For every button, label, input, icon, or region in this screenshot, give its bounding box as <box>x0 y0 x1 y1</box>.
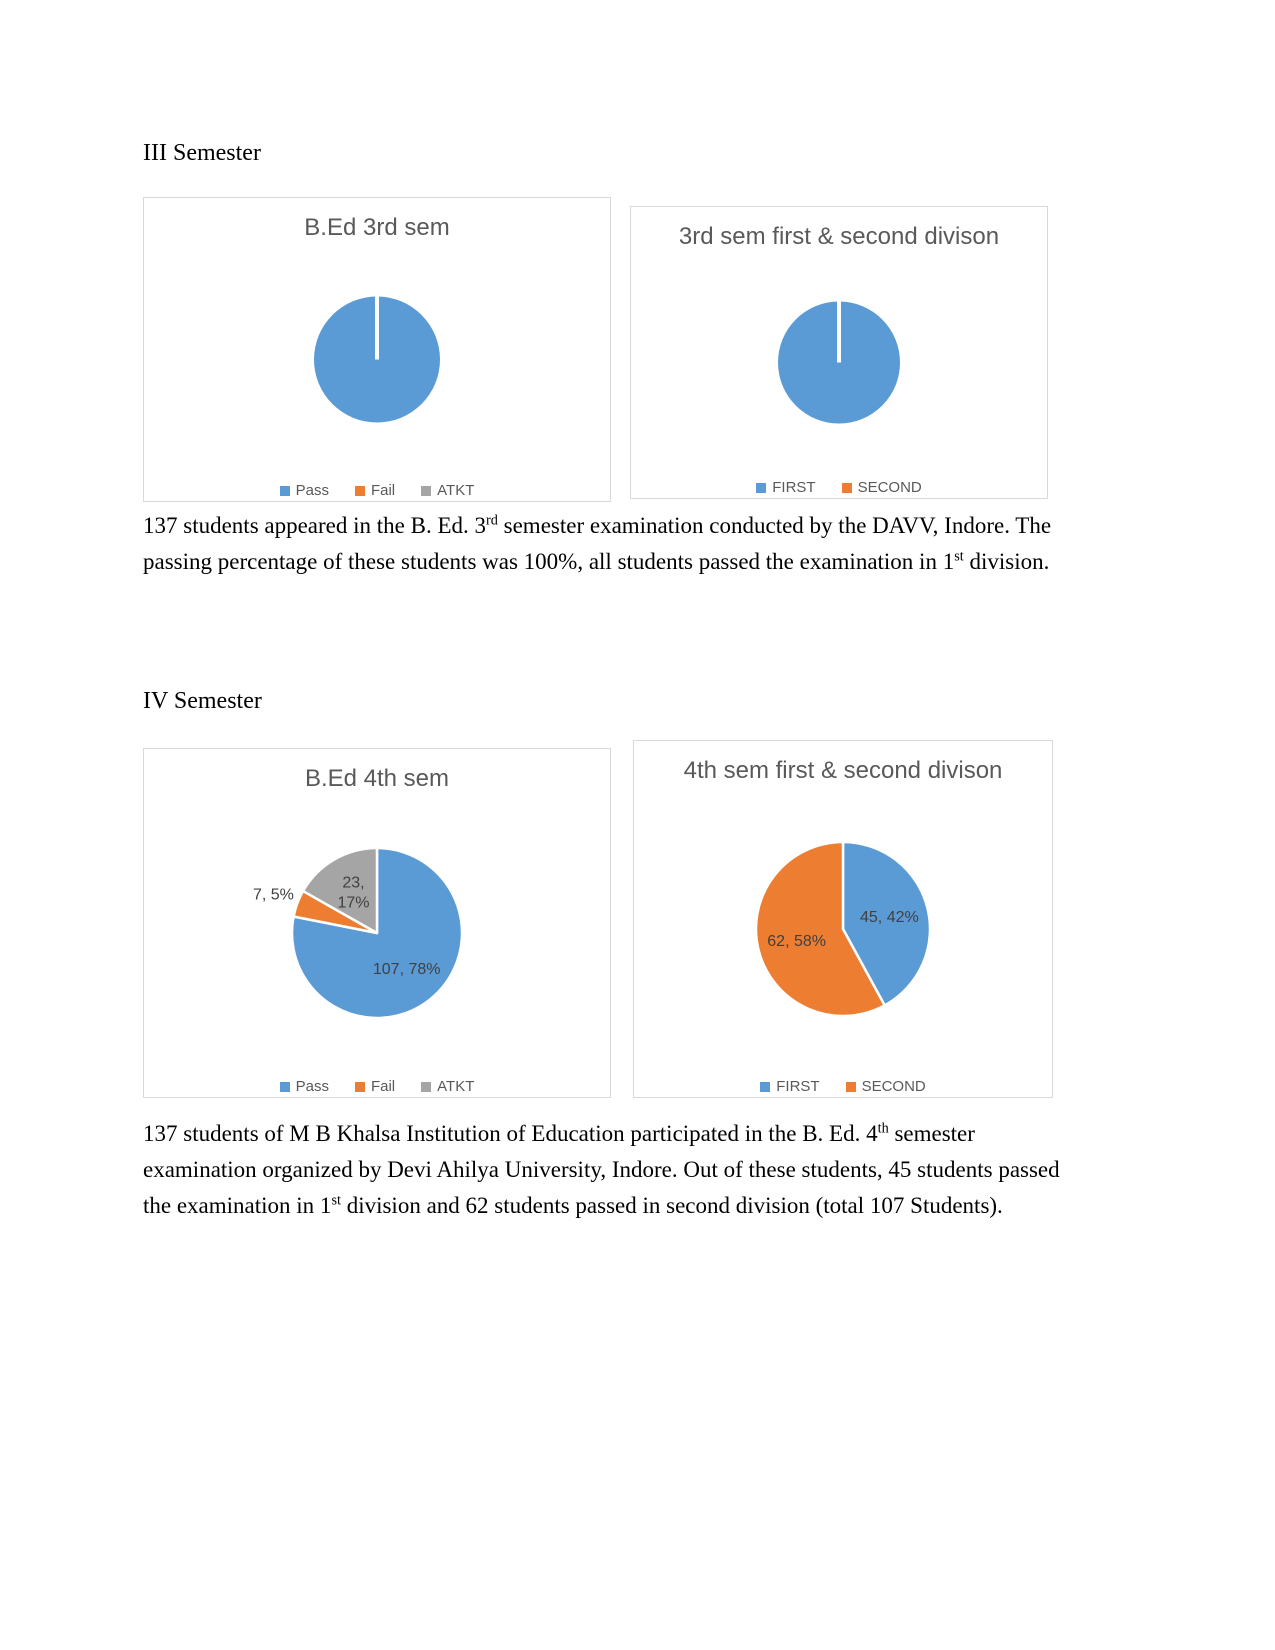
text-run: semester examination organized by Devi Ahilya University, Indore. Out of these students, 45 students passed the examination in 1 <box>143 1121 1060 1218</box>
ordinal-superscript: th <box>877 1120 889 1137</box>
paragraph-sem4-summary <box>143 1116 1063 1224</box>
legend-swatch <box>421 1082 431 1092</box>
legend-item-fail <box>355 1078 395 1095</box>
pie-plot-area <box>144 793 610 1078</box>
legend-item-second <box>846 1078 926 1095</box>
chart-bed-3rd-sem <box>143 197 611 502</box>
pie-graphic <box>144 793 610 1073</box>
chart-3rd-sem-divisions <box>630 206 1048 499</box>
legend-swatch <box>355 1082 365 1092</box>
chart-title: B.Ed 3rd sem <box>304 214 450 241</box>
legend-swatch <box>421 486 431 496</box>
pie-graphic <box>634 785 1052 1073</box>
text-run: division. <box>963 549 1050 574</box>
legend-label: FIRST <box>776 1078 820 1095</box>
legend-swatch <box>280 486 290 496</box>
text-run: 137 students of M B Khalsa Institution of Education participated in the B. Ed. 4 <box>143 1121 878 1146</box>
pie-plot-area <box>634 785 1052 1078</box>
legend-label: SECOND <box>861 1078 926 1095</box>
data-label: 62, 58% <box>767 932 826 950</box>
pie-plot-area <box>631 251 1047 479</box>
legend-label: Pass <box>295 1078 329 1095</box>
legend-swatch <box>842 483 852 493</box>
legend-swatch <box>280 1082 290 1092</box>
section-heading-iv-semester: IV Semester <box>143 688 262 714</box>
ordinal-superscript: st <box>331 1192 341 1209</box>
chart-title: 4th sem first & second divison <box>683 757 1003 784</box>
legend-label: Fail <box>370 482 396 499</box>
text-run: division and 62 students passed in second division (total 107 Students). <box>340 1193 1003 1218</box>
legend-item-atkt <box>421 1078 474 1095</box>
chart-title: B.Ed 4th sem <box>304 765 450 792</box>
legend-label: FIRST <box>772 479 816 496</box>
pie-graphic <box>144 242 610 477</box>
data-label: 107, 78% <box>372 961 441 979</box>
data-label: 7, 5% <box>252 886 294 904</box>
legend-swatch <box>756 483 766 493</box>
legend-item-pass <box>280 1078 329 1095</box>
legend-item-second <box>842 479 922 496</box>
legend-item-first <box>760 1078 819 1095</box>
chart-legend <box>634 1078 1052 1119</box>
legend-swatch <box>846 1082 856 1092</box>
legend-item-pass <box>280 482 329 499</box>
pie-graphic <box>631 251 1047 474</box>
data-label: 23, 17% <box>337 874 370 912</box>
legend-label: SECOND <box>857 479 922 496</box>
legend-label: ATKT <box>437 1078 475 1095</box>
legend-swatch <box>760 1082 770 1092</box>
ordinal-superscript: st <box>954 548 964 565</box>
text-run: semester examination conducted by the DAVV, Indore. The passing percentage of these students was 100%, all students passed the examination in 1 <box>143 513 1052 574</box>
legend-item-atkt <box>421 482 474 499</box>
pie-plot-area <box>144 242 610 482</box>
paragraph-sem3-summary <box>143 508 1063 580</box>
chart-title: 3rd sem first & second divison <box>678 223 1000 250</box>
legend-item-first <box>756 479 815 496</box>
section-heading-iii-semester: III Semester <box>143 140 261 166</box>
ordinal-superscript: rd <box>486 512 498 529</box>
legend-swatch <box>355 486 365 496</box>
legend-label: Fail <box>370 1078 396 1095</box>
chart-bed-4th-sem <box>143 748 611 1098</box>
data-label: 45, 42% <box>860 909 919 927</box>
legend-label: ATKT <box>437 482 475 499</box>
legend-item-fail <box>355 482 395 499</box>
chart-legend <box>144 1078 610 1119</box>
legend-label: Pass <box>295 482 329 499</box>
text-run: 137 students appeared in the B. Ed. 3 <box>143 513 487 538</box>
chart-4th-sem-divisions <box>633 740 1053 1098</box>
